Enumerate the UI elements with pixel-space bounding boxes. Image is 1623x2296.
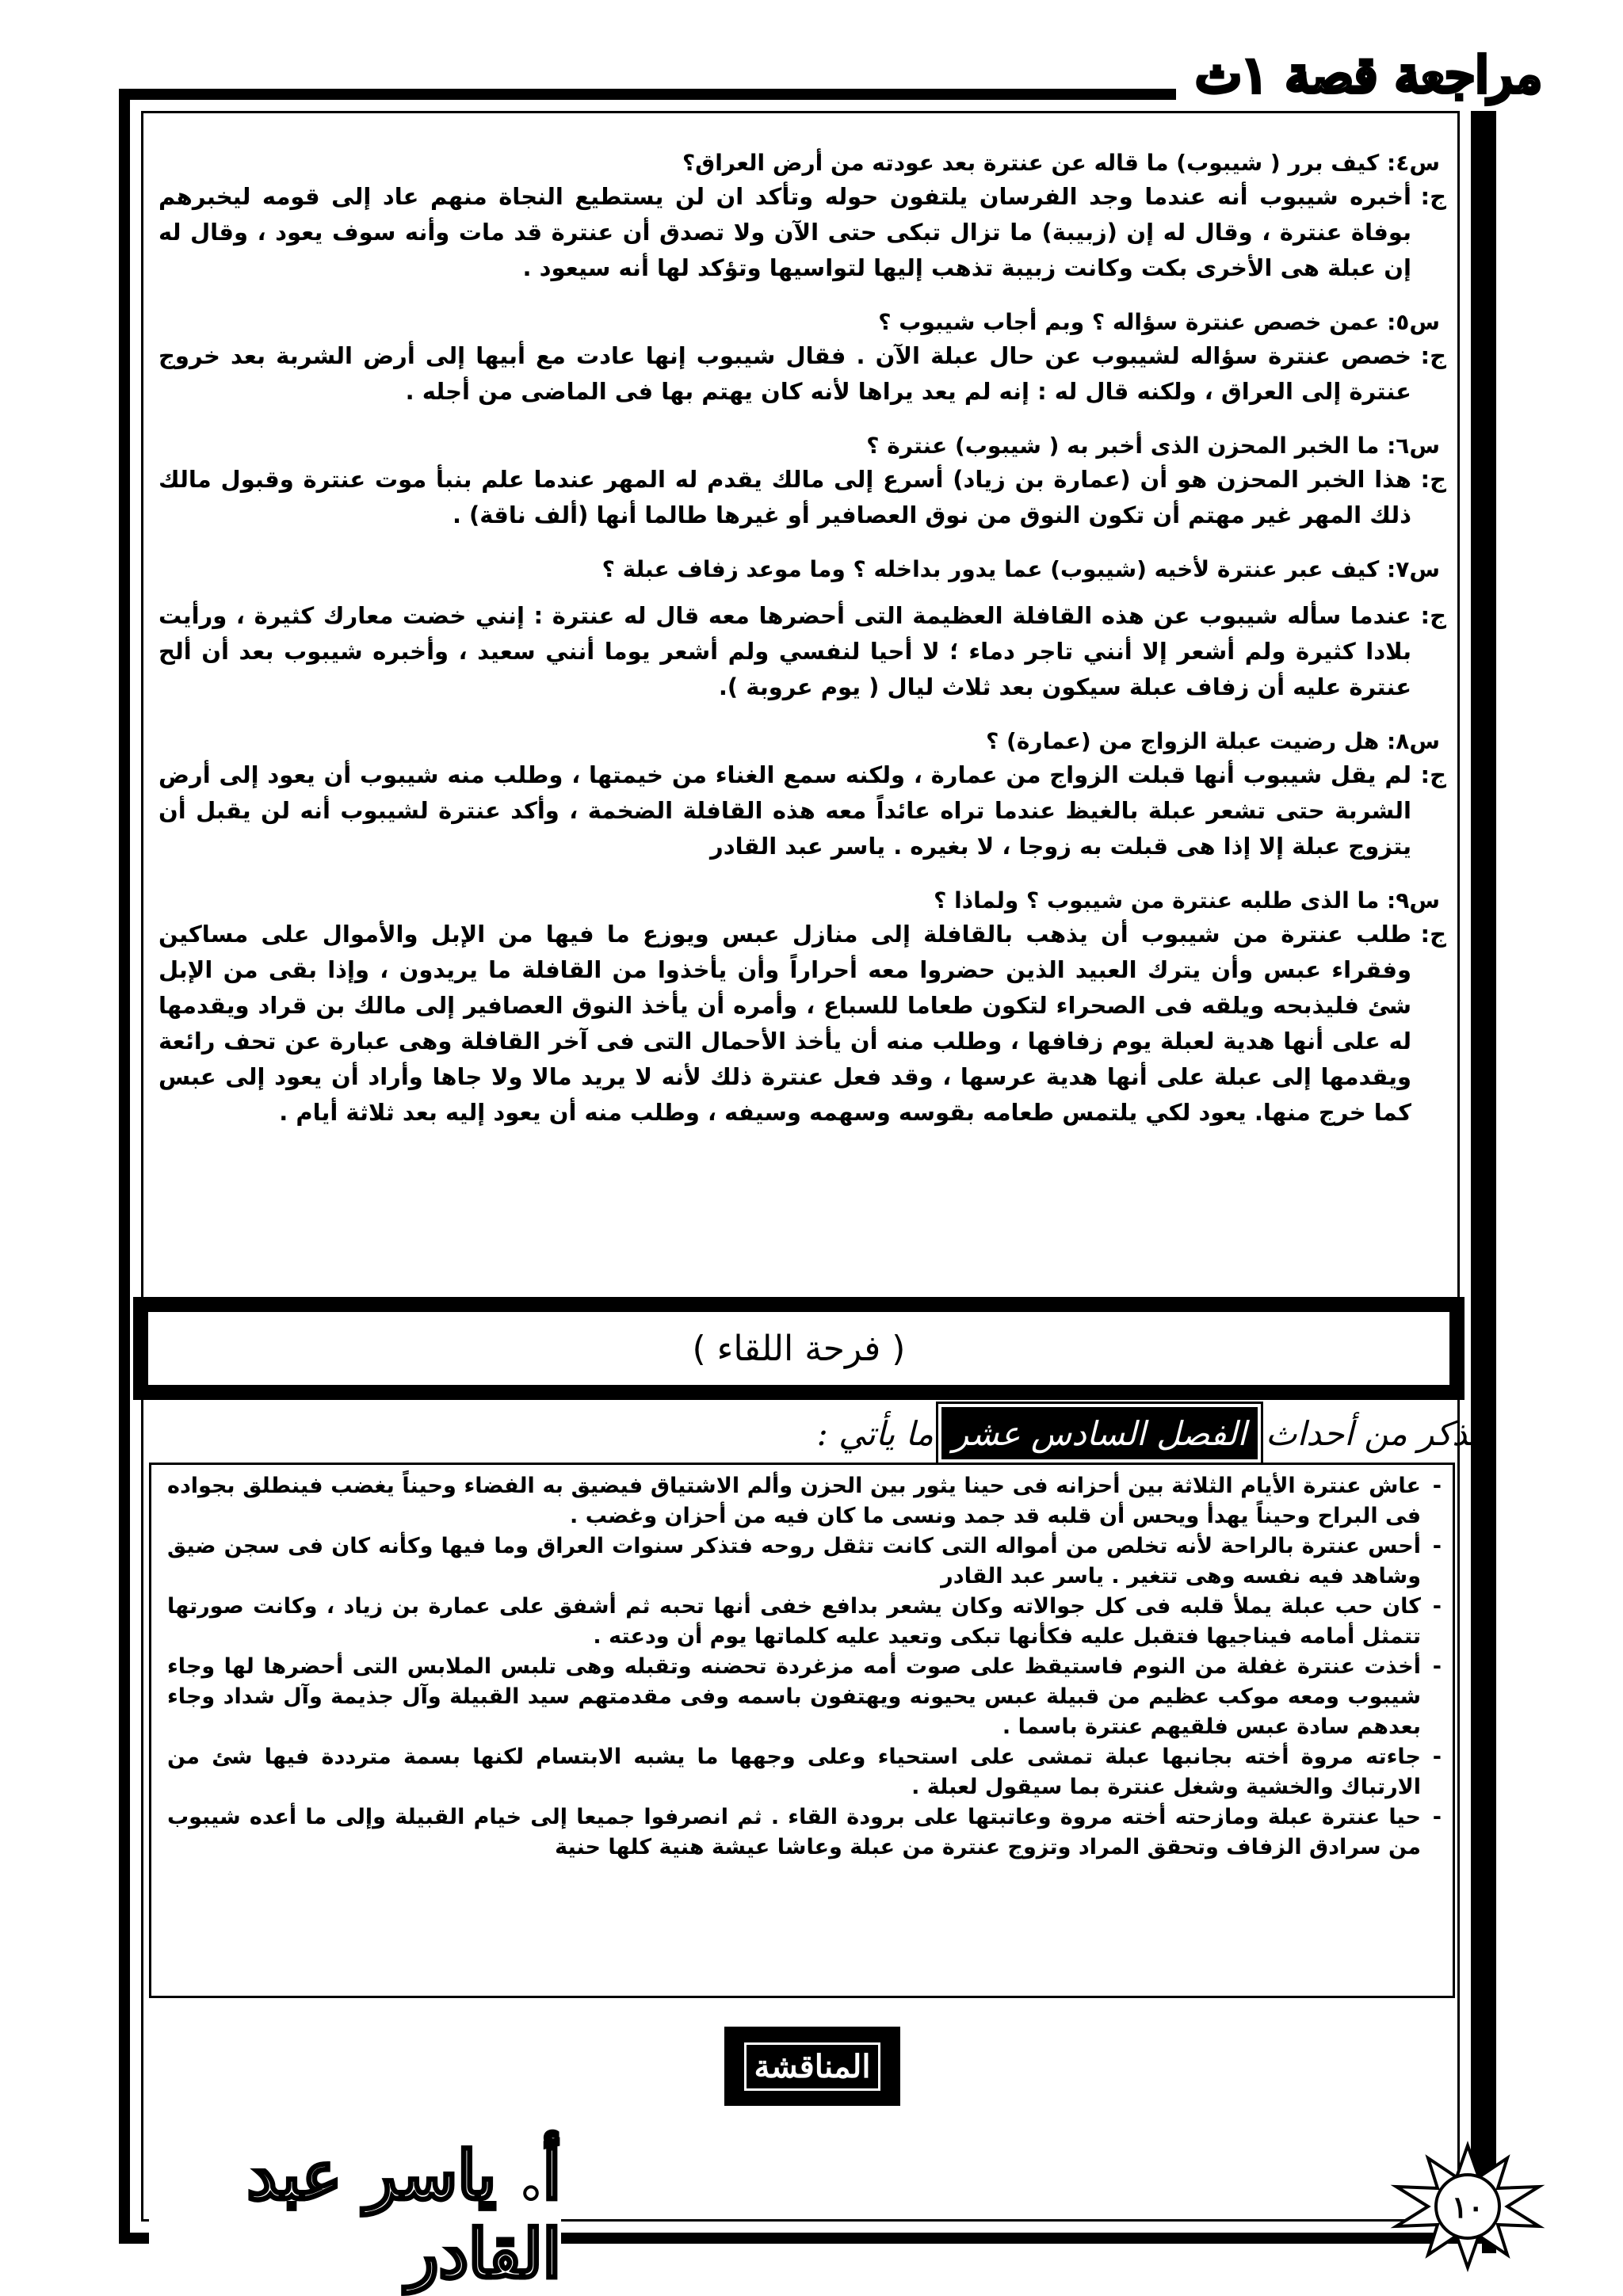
event-item: [167, 1802, 1442, 1863]
page-frame-shadow: [1482, 98, 1496, 2253]
recall-line: [817, 1405, 1479, 1461]
page-number-badge: [1388, 2139, 1547, 2274]
page-number: ١٠: [1451, 2188, 1484, 2225]
event-item: [167, 1652, 1442, 1742]
event-item: [167, 1742, 1442, 1802]
answer-label: ج:: [1420, 761, 1446, 788]
recall-chapter-label: الفصل السادس عشر: [941, 1407, 1258, 1459]
event-text: عاش عنترة الأيام الثلاثة بين أحزانه فى حينا يثور بين الحزن وألم الاشتياق فيضيق به الفضاء وحيناً يغضب فينطلق بجواده فى البراح وحيناً يهدأ ويحس أن قلبه قد جمد ونسى ما كان فيه من أحزان وغضب .: [167, 1474, 1421, 1528]
question-4: س٤: كيف برر ( شيبوب) ما قاله عن عنترة بعد عودته من أرض العراق؟: [682, 150, 1440, 176]
answer-text: هذا الخبر المحزن هو أن (عمارة بن زياد) أسرع إلى مالك يقدم له المهر عندما علم بنبأ موت عنترة وقبول مالك ذلك المهر غير مهتم أن تكون النوق من نوق العصافير أو غيرها طالما أنها (ألف ناقة) .: [158, 466, 1411, 528]
discussion-label: [724, 2027, 900, 2106]
event-item: [167, 1592, 1442, 1652]
answer-5: [158, 338, 1446, 410]
answer-text: طلب عنترة من شيبوب أن يذهب بالقافلة إلى منازل عبس ويوزع ما فيها من الإبل والأموال على مساكين وفقراء عبس وأن يترك العبيد الذين حضروا معه أحراراً وأن يأخذوا من القافلة ما يريدون ، وإذا بقى من الإبل شئ فليذبحه ويلقه فى الصحراء لتكون طعاما للسباع ، وأمره أن يأخذ النوق العصافير إلى مالك بن قراد ويقدمها له على أنها هدية لعبلة يوم زفافها ، وطلب منه أن يأخذ الأحمال التى فى آخر القافلة وهى عبارة عن تحف رائعة ويقدمها إلى عبلة على أنها هدية عرسها ، وقد فعل عنترة ذلك لأنه لا يريد مالا ولا جاها وأراد أن يعود إلى عبس كما خرج منها. يعود لكي يلتمس طعامه بقوسه وسهمه وسيفه ، وطلب منه أن يعود إليه بعد ثلاثة أيام .: [158, 921, 1411, 1126]
discussion-label-text: المناقشة: [744, 2042, 881, 2091]
event-text: كان حب عبلة يملأ قلبه فى كل جوالاته وكان يشعر بدافع خفى أنها تحبه ثم أشفق على عمارة بن زياد ، وكانت صورتها تتمثل أمامه فيناجيها فتقبل عليه فكأنها تبكى وتعيد عليه كلماتها يوم أن ودعته .: [167, 1594, 1421, 1649]
event-dash: -: [1432, 1654, 1442, 1679]
page-title: [1176, 38, 1561, 111]
page-title-text: مراجعة قصة ١ث: [1195, 45, 1542, 104]
qa-item-9: [158, 885, 1446, 1131]
author-signature: [149, 2136, 561, 2293]
qa-item-6: [158, 430, 1446, 533]
event-dash: -: [1432, 1745, 1442, 1769]
event-text: أخذت عنترة غفلة من النوم فاستيقظ على صوت أمه مزغردة تحضنه وتقبله وهى تلبس الملابس التى أحضرها لها وجاء شيبوب ومعه موكب عظيم من قبيلة عبس يحيونه ويهتفون باسمه وفى مقدمتهم سيد القبيلة وآل جذيمة وآل شداد وجاء بعدهم سادة عبس فلقيهم عنترة باسما .: [167, 1654, 1421, 1739]
event-text: جاءته مروة أخته بجانبها عبلة تمشى على استحياء وعلى وجهها ما يشبه الابتسام لكنها بسمة مترددة فيها شئ من الارتباك والخشية وشغل عنترة بما سيقول لعبلة .: [167, 1745, 1421, 1799]
answer-4: [158, 179, 1446, 286]
event-dash: -: [1432, 1805, 1442, 1829]
qa-item-7: [158, 554, 1446, 705]
recall-prefix: تذكر من أحداث: [1266, 1413, 1479, 1453]
answer-6: [158, 462, 1446, 533]
section-title: ( فرحة اللقاء ): [692, 1328, 906, 1369]
recall-suffix: ما يأتي :: [816, 1413, 934, 1453]
answer-label: ج:: [1420, 342, 1446, 369]
qa-item-4: [158, 147, 1446, 286]
answer-label: ج:: [1420, 602, 1446, 629]
event-text: أحس عنترة بالراحة لأنه تخلص من أمواله التى كانت تثقل روحه فتذكر سنوات العراق وما فيها وكأنه كان فى سجن ضيق وشاهد فيه نفسه وهى تتغير . ياسر عبد القادر: [167, 1534, 1421, 1589]
question-9: س٩: ما الذى طلبه عنترة من شيبوب ؟ ولماذا ؟: [934, 887, 1440, 913]
answer-text: عندما سأله شيبوب عن هذه القافلة العظيمة التى أحضرها معه قال له عنترة : إنني خضت معارك كثيرة ، ورأيت بلادا كثيرة ولم أشعر إلا أنني تاجر دماء ؛ لا أحيا لنفسي ولم أشعر يوما أنني سعيد ، وأخبره شيبوب بعد أن ألح عنترة عليه أن زفاف عبلة سيكون بعد ثلاث ليال ( يوم عروبة ).: [158, 602, 1411, 700]
answer-label: ج:: [1420, 183, 1446, 210]
answer-9: [158, 917, 1446, 1131]
event-text: حيا عنترة عبلة ومازحته أخته مروة وعاتبتها على برودة القاء . ثم انصرفوا جميعا إلى خيام القبيلة وإلى ما أعده شيبوب من سرادق الزفاف وتحقق المراد وتزوج عنترة من عبلة وعاشا عيشة هنية كلها حنية: [167, 1805, 1421, 1859]
answer-label: ج:: [1420, 466, 1446, 493]
question-7: س٧: كيف عبر عنترة لأخيه (شيبوب) عما يدور بداخله ؟ وما موعد زفاف عبلة ؟: [601, 556, 1440, 582]
event-item: [167, 1531, 1442, 1592]
question-5: س٥: عمن خصص عنترة سؤاله ؟ وبم أجاب شيبوب ؟: [878, 309, 1440, 335]
events-box: [149, 1463, 1455, 1998]
qa-item-8: [158, 726, 1446, 864]
event-dash: -: [1432, 1474, 1442, 1498]
answer-7: [158, 598, 1446, 705]
event-item: [167, 1471, 1442, 1531]
question-6: س٦: ما الخبر المحزن الذى أخبر به ( شيبوب) عنترة ؟: [866, 433, 1440, 459]
event-dash: -: [1432, 1534, 1442, 1558]
qa-section: [158, 147, 1446, 1146]
answer-text: لم يقل شيبوب أنها قبلت الزواج من عمارة ، ولكنه سمع الغناء من خيمتها ، وطلب منه شيبوب أن يعود إلى أرض الشربة حتى تشعر عبلة بالغيظ عندما تراه عائداً معه هذه القافلة الضخمة ، وأكد عنترة لشيبوب أنه لن يقبل أن يتزوج عبلة إلا إذا هى قبلت به زوجا ، لا بغيره . ياسر عبد القادر: [158, 761, 1411, 860]
answer-8: [158, 757, 1446, 864]
section-banner: [133, 1297, 1465, 1400]
answer-text: أخبره شيبوب أنه عندما وجد الفرسان يلتفون حوله وتأكد ان لن يستطيع النجاة منهم عاد إلى قومه ليخبرهم بوفاة عنترة ، وقال له إن (زبيبة) ما تزال تبكى حتى الآن ولا تصدق أن عنترة قد مات وأنه سوف يعود ، وقال له إن عبلة هى الأخرى بكت وكانت زبيبة تذهب إليها لتواسيها وتؤكد لها أنه سيعود .: [158, 183, 1411, 281]
author-signature-text: أ. ياسر عبد القادر: [246, 2136, 561, 2293]
event-dash: -: [1432, 1594, 1442, 1619]
answer-text: خصص عنترة سؤاله لشيبوب عن حال عبلة الآن . فقال شيبوب إنها عادت مع أبيها إلى أرض الشربة بعد خروج عنترة إلى العراق ، ولكنه قال له : إنه لم يعد يراها لأنه كان يهتم بها فى الماضى من أجله .: [158, 342, 1411, 405]
question-8: س٨: هل رضيت عبلة الزواج من (عمارة) ؟: [986, 728, 1440, 754]
section-banner-inner: [146, 1310, 1452, 1387]
answer-label: ج:: [1420, 921, 1446, 948]
qa-item-5: [158, 307, 1446, 410]
